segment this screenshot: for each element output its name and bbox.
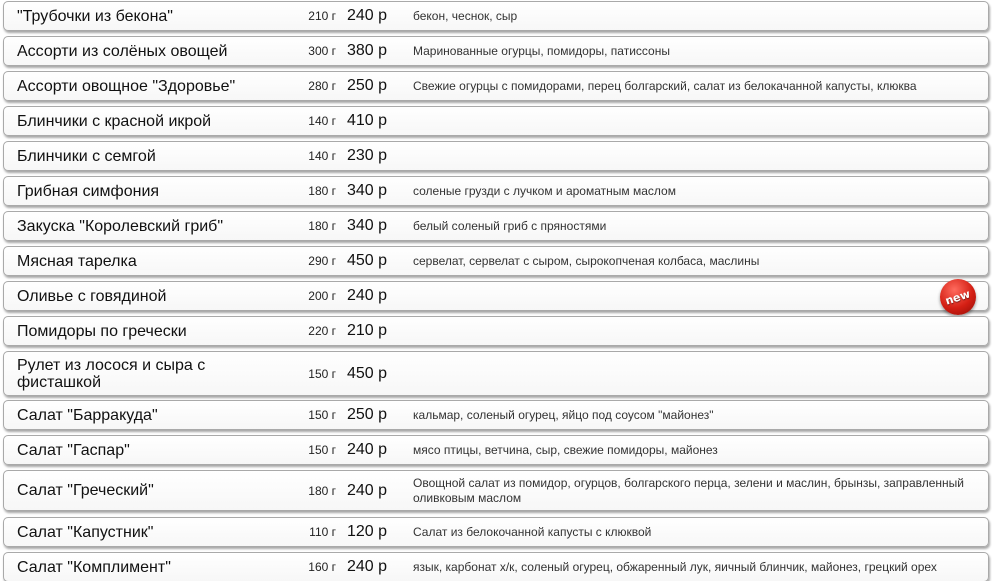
menu-item-row[interactable] <box>3 246 989 276</box>
dish-description: язык, карбонат х/к, соленый огурец, обжаренный лук, яичный блинчик, майонез, грецкий орех <box>413 559 937 574</box>
dish-name: Салат "Комплимент" <box>17 558 171 576</box>
new-badge-label: new <box>943 286 973 308</box>
dish-weight: 300 г <box>308 44 336 58</box>
menu-item-row[interactable] <box>3 517 989 547</box>
dish-name: Ассорти овощное "Здоровье" <box>17 77 236 95</box>
dish-price: 250 р <box>347 77 388 94</box>
dish-weight: 220 г <box>308 324 336 338</box>
dish-name: Блинчики с семгой <box>17 147 156 165</box>
dish-price: 240 р <box>347 558 388 575</box>
dish-description <box>413 317 980 345</box>
dish-description: белый соленый гриб с пряностями <box>413 218 607 233</box>
dish-weight: 180 г <box>308 483 336 498</box>
menu-item-row[interactable] <box>3 435 989 465</box>
dish-name: Мясная тарелка <box>17 252 137 270</box>
dish-name: Салат "Греческий" <box>17 482 154 499</box>
dish-weight: 210 г <box>308 9 336 23</box>
new-badge-icon <box>940 279 976 315</box>
dish-name: Оливье с говядиной <box>17 287 167 305</box>
dish-description: кальмар, соленый огурец, яйцо под соусом "майонез" <box>413 407 714 422</box>
menu-item-row[interactable] <box>3 351 989 396</box>
dish-description <box>413 352 980 395</box>
menu-item-row[interactable] <box>3 552 989 581</box>
dish-weight: 180 г <box>308 184 336 198</box>
dish-name: Закуска "Королевский гриб" <box>17 217 223 235</box>
dish-weight: 140 г <box>308 149 336 163</box>
menu-item-row[interactable] <box>3 281 989 311</box>
menu-item-row[interactable] <box>3 470 989 511</box>
dish-name: Ассорти из солёных овощей <box>17 42 228 60</box>
dish-description: соленые грузди с лучком и ароматным маслом <box>413 183 676 198</box>
dish-description: бекон, чеснок, сыр <box>413 8 518 23</box>
dish-weight: 280 г <box>308 79 336 93</box>
dish-price: 410 р <box>347 112 388 129</box>
dish-description <box>413 107 980 135</box>
dish-price: 450 р <box>347 364 388 382</box>
dish-price: 380 р <box>347 42 388 59</box>
dish-weight: 200 г <box>308 289 336 303</box>
dish-price: 250 р <box>347 406 388 423</box>
dish-price: 210 р <box>347 322 388 339</box>
dish-description: Овощной салат из помидор, огурцов, болгарского перца, зелени и маслин, брынзы, заправленный оливковым маслом <box>413 475 965 505</box>
dish-name: Блинчики с красной икрой <box>17 112 212 130</box>
dish-description <box>413 142 980 170</box>
dish-weight: 160 г <box>308 560 336 574</box>
dish-description: сервелат, сервелат с сыром, сырокопченая колбаса, маслины <box>413 253 760 268</box>
dish-weight: 150 г <box>308 408 336 422</box>
dish-name: Помидоры по гречески <box>17 322 187 340</box>
dish-price: 230 р <box>347 147 388 164</box>
dish-name: Рулет из лосося и сыра с фисташкой <box>17 356 206 391</box>
menu-item-row[interactable] <box>3 316 989 346</box>
dish-weight: 150 г <box>308 366 336 381</box>
dish-name: Салат "Гаспар" <box>17 441 130 459</box>
menu-item-row[interactable] <box>3 106 989 136</box>
dish-description: Маринованные огурцы, помидоры, патиссоны <box>413 43 670 58</box>
menu-item-row[interactable] <box>3 400 989 430</box>
dish-name: Грибная симфония <box>17 182 160 200</box>
dish-name: Салат "Капустник" <box>17 523 154 541</box>
dish-price: 120 р <box>347 523 388 540</box>
dish-price: 240 р <box>347 441 388 458</box>
dish-description <box>413 282 980 310</box>
dish-name: "Трубочки из бекона" <box>17 7 173 25</box>
dish-weight: 150 г <box>308 443 336 457</box>
dish-name: Салат "Барракуда" <box>17 406 158 424</box>
dish-price: 450 р <box>347 252 388 269</box>
dish-description: Салат из белокочанной капусты с клюквой <box>413 524 652 539</box>
menu-item-row[interactable] <box>3 211 989 241</box>
dish-weight: 110 г <box>309 525 336 539</box>
menu-item-row[interactable] <box>3 71 989 101</box>
dish-weight: 140 г <box>308 114 336 128</box>
menu-item-row[interactable] <box>3 176 989 206</box>
menu-item-row[interactable] <box>3 141 989 171</box>
dish-price: 240 р <box>347 7 388 24</box>
dish-description: Свежие огурцы с помидорами, перец болгарский, салат из белокачанной капусты, клюква <box>413 78 917 93</box>
dish-price: 240 р <box>347 481 388 499</box>
dish-price: 340 р <box>347 182 388 199</box>
menu-item-row[interactable] <box>3 36 989 66</box>
dish-weight: 180 г <box>308 219 336 233</box>
dish-price: 240 р <box>347 287 388 304</box>
dish-weight: 290 г <box>308 254 336 268</box>
menu-item-row[interactable] <box>3 1 989 31</box>
dish-description: мясо птицы, ветчина, сыр, свежие помидоры, майонез <box>413 442 718 457</box>
dish-price: 340 р <box>347 217 388 234</box>
